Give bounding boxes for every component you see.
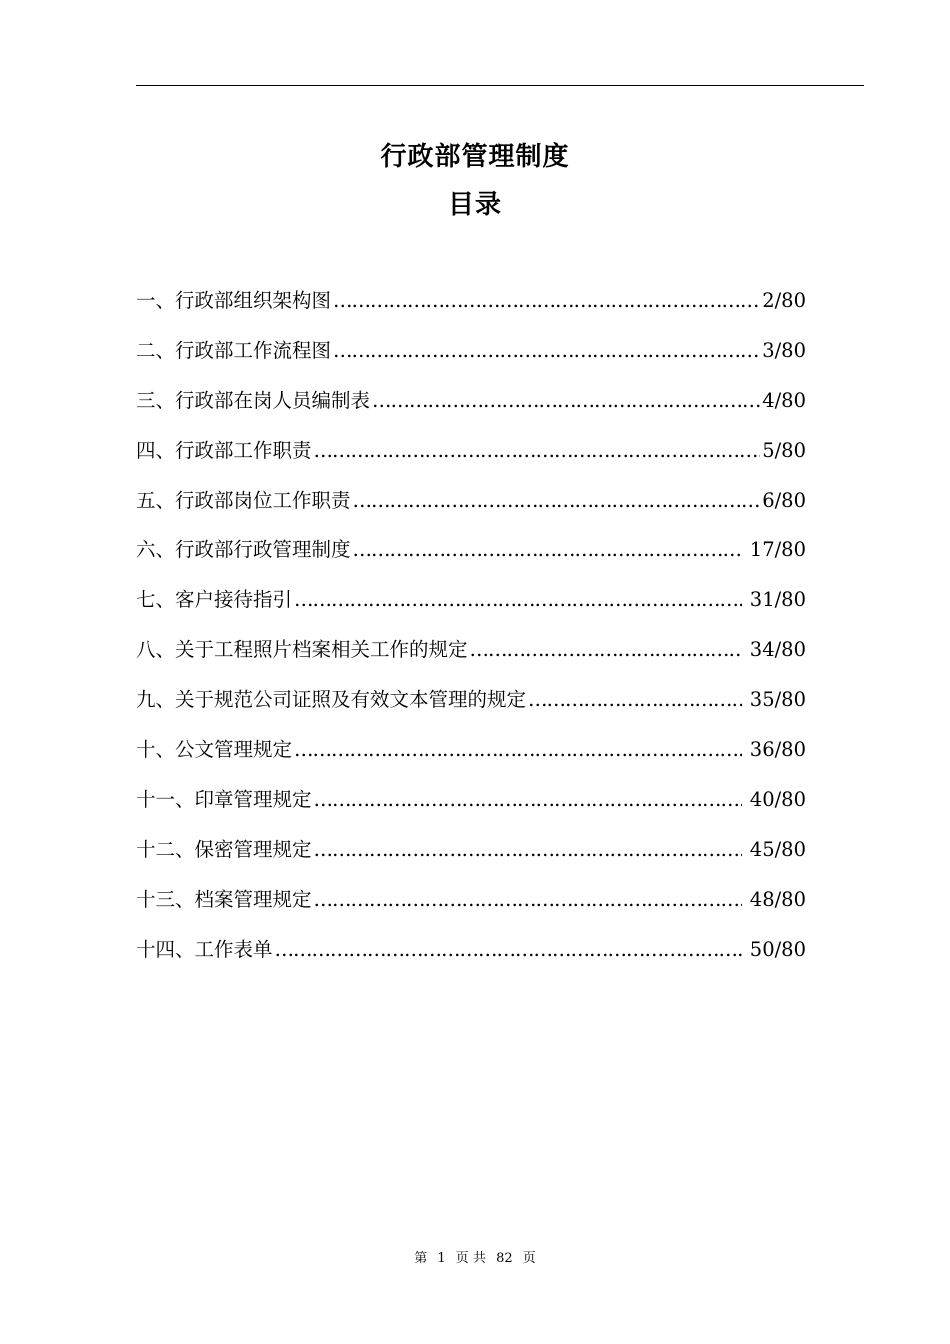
- toc-entry[interactable]: [136, 634, 806, 684]
- toc-entry-label: 十三、档案管理规定: [136, 887, 312, 911]
- toc-entry[interactable]: [136, 485, 806, 535]
- toc-entry[interactable]: [136, 684, 806, 734]
- toc-entry-page: 36/80: [749, 738, 806, 762]
- toc-entry-label: 十二、保密管理规定: [136, 837, 312, 861]
- toc-entry-label: 七、客户接待指引: [136, 588, 293, 612]
- toc-entry[interactable]: [136, 834, 806, 884]
- toc-entry-page: 17/80: [749, 538, 806, 562]
- toc-entry[interactable]: [136, 285, 806, 335]
- footer-middle: 页 共: [455, 1251, 486, 1266]
- toc-entry-page: 48/80: [749, 887, 806, 911]
- toc-entry-label: 三、行政部在岗人员编制表: [136, 388, 371, 412]
- toc-entry[interactable]: [136, 534, 806, 584]
- toc-entry[interactable]: [136, 385, 806, 435]
- toc-entry[interactable]: [136, 435, 806, 485]
- toc-entry-label: 八、关于工程照片档案相关工作的规定: [136, 638, 468, 662]
- toc-entry-label: 二、行政部工作流程图: [136, 338, 332, 362]
- footer-total-pages: 82: [496, 1251, 513, 1266]
- toc-entry-label: 一、行政部组织架构图: [136, 289, 332, 312]
- page-footer: [0, 1247, 950, 1266]
- toc-entry-label: 十一、印章管理规定: [136, 787, 312, 811]
- toc-entry-label: 十、公文管理规定: [136, 738, 293, 762]
- toc-entry-page: 40/80: [749, 787, 806, 811]
- toc-entry-page: 3/80: [762, 338, 806, 362]
- toc-entry[interactable]: [136, 335, 806, 385]
- toc-entry[interactable]: [136, 784, 806, 834]
- toc-entry-page: 6/80: [762, 488, 806, 512]
- toc-entry-page: 35/80: [749, 688, 806, 712]
- toc-entry-label: 六、行政部行政管理制度: [136, 538, 351, 562]
- toc-entry-label: 十四、工作表单: [136, 937, 273, 961]
- toc-leader-dots: [294, 588, 742, 611]
- toc-entry-page: 50/80: [749, 937, 806, 961]
- toc-leader-dots: [314, 788, 742, 811]
- toc-leader-dots: [294, 738, 742, 761]
- toc-leader-dots: [275, 938, 742, 961]
- toc-leader-dots: [333, 289, 760, 312]
- footer-current-page: 1: [437, 1251, 446, 1266]
- toc-leader-dots: [314, 439, 761, 462]
- toc-entry-page: 4/80: [762, 388, 806, 412]
- toc-leader-dots: [314, 888, 742, 911]
- toc-leader-dots: [372, 389, 760, 412]
- footer-prefix: 第: [414, 1251, 428, 1266]
- toc-entry[interactable]: [136, 884, 806, 934]
- toc-entry[interactable]: [136, 934, 806, 984]
- toc-entry-label: 四、行政部工作职责: [136, 438, 312, 462]
- toc-leader-dots: [333, 339, 760, 362]
- toc-leader-dots: [353, 538, 742, 561]
- toc-entry-label: 九、关于规范公司证照及有效文本管理的规定: [136, 688, 527, 712]
- toc-entry[interactable]: [136, 584, 806, 634]
- footer-suffix: 页: [522, 1251, 536, 1266]
- toc-leader-dots: [528, 688, 742, 711]
- header-rule: [136, 85, 864, 86]
- toc-entry-page: 2/80: [762, 289, 806, 312]
- toc-leader-dots: [470, 638, 742, 661]
- table-of-contents: [136, 285, 806, 983]
- toc-entry-page: 5/80: [762, 438, 806, 462]
- toc-entry-page: 45/80: [749, 837, 806, 861]
- toc-entry-page: 34/80: [749, 638, 806, 662]
- toc-entry-label: 五、行政部岗位工作职责: [136, 488, 351, 512]
- toc-entry-page: 31/80: [749, 588, 806, 612]
- toc-heading: 目录: [447, 190, 502, 220]
- document-title: 行政部管理制度: [380, 142, 570, 172]
- toc-leader-dots: [314, 838, 742, 861]
- toc-entry[interactable]: [136, 734, 806, 784]
- toc-leader-dots: [353, 489, 761, 512]
